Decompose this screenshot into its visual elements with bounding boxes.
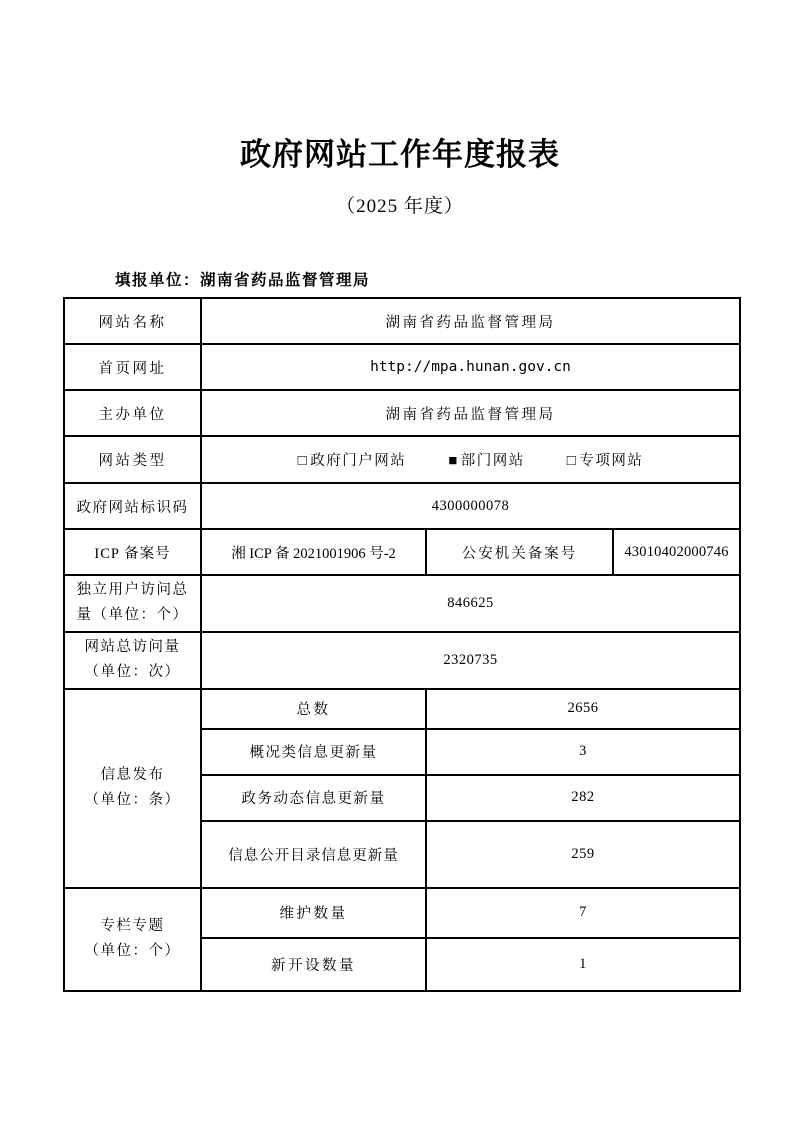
special-topics-label-line2: （单位：个） [84, 943, 181, 959]
reporting-unit-label: 填报单位： [115, 272, 201, 289]
row-site-code [64, 483, 740, 529]
row-icp [64, 529, 740, 575]
info-publish-section-label [64, 689, 201, 888]
info-publish-item-value: 3 [426, 729, 740, 775]
unique-visitors-label-line1: 独立用户访问总 [76, 582, 189, 598]
info-publish-item-value: 259 [426, 821, 740, 888]
icp-value: 湘 ICP 备 2021001906 号-2 [201, 529, 426, 575]
site-name-label: 网站名称 [64, 298, 201, 344]
homepage-url-value: http://mpa.hunan.gov.cn [201, 344, 740, 390]
special-topics-item-value: 7 [426, 888, 740, 938]
site-code-label: 政府网站标识码 [64, 483, 201, 529]
site-type-label: 网站类型 [64, 436, 201, 483]
row-site-type [64, 436, 740, 483]
special-topics-item-value: 1 [426, 938, 740, 991]
organizer-value: 湖南省药品监督管理局 [201, 390, 740, 436]
total-visits-label [64, 632, 201, 689]
reporting-unit-line [115, 268, 370, 290]
reporting-unit-value: 湖南省药品监督管理局 [200, 272, 371, 289]
row-info-publish-total [64, 689, 740, 729]
police-record-value: 43010402000746 [613, 529, 740, 575]
option-department-site [448, 449, 525, 470]
info-publish-item-name: 总数 [201, 689, 426, 729]
checkbox-unchecked-icon: □ [297, 453, 309, 469]
info-publish-label-line2: （单位：条） [84, 792, 181, 808]
row-site-name [64, 298, 740, 344]
icp-label: ICP 备案号 [64, 529, 201, 575]
site-name-value: 湖南省药品监督管理局 [201, 298, 740, 344]
organizer-label: 主办单位 [64, 390, 201, 436]
info-publish-item-name: 概况类信息更新量 [201, 729, 426, 775]
total-visits-value: 2320735 [201, 632, 740, 689]
row-homepage-url [64, 344, 740, 390]
option-special-site [567, 449, 644, 470]
special-topics-item-name: 新开设数量 [201, 938, 426, 991]
info-publish-item-name: 政务动态信息更新量 [201, 775, 426, 821]
info-publish-item-value: 2656 [426, 689, 740, 729]
homepage-url-label: 首页网址 [64, 344, 201, 390]
info-publish-item-value: 282 [426, 775, 740, 821]
site-type-checkbox-group [206, 449, 735, 470]
site-code-value: 4300000078 [201, 483, 740, 529]
row-special-topics-maintained [64, 888, 740, 938]
option-portal-site-label: 政府门户网站 [310, 453, 407, 469]
checkbox-unchecked-icon: □ [566, 453, 578, 469]
page-subtitle: （2025 年度） [336, 196, 464, 218]
special-topics-item-name: 维护数量 [201, 888, 426, 938]
option-portal-site [298, 449, 407, 470]
checkbox-checked-icon: ■ [448, 453, 459, 469]
special-topics-label-line1: 专栏专题 [100, 917, 165, 934]
info-publish-item-name: 信息公开目录信息更新量 [201, 821, 426, 888]
option-special-site-label: 专项网站 [579, 453, 644, 469]
site-type-options [201, 436, 740, 483]
total-visits-label-line2: （单位：次） [84, 664, 181, 681]
police-record-label: 公安机关备案号 [426, 529, 613, 575]
annual-report-table [63, 297, 741, 992]
unique-visitors-value: 846625 [201, 575, 740, 632]
info-publish-label-line1: 信息发布 [100, 766, 165, 783]
option-department-site-label: 部门网站 [460, 453, 525, 469]
total-visits-label-line1: 网站总访问量 [84, 638, 181, 655]
unique-visitors-label-line2: 量（单位：个） [76, 607, 189, 624]
row-total-visits [64, 632, 740, 689]
special-topics-section-label [64, 888, 201, 991]
unique-visitors-label [64, 575, 201, 632]
row-organizer [64, 390, 740, 436]
row-unique-visitors [64, 575, 740, 632]
page-title: 政府网站工作年度报表 [240, 137, 560, 172]
